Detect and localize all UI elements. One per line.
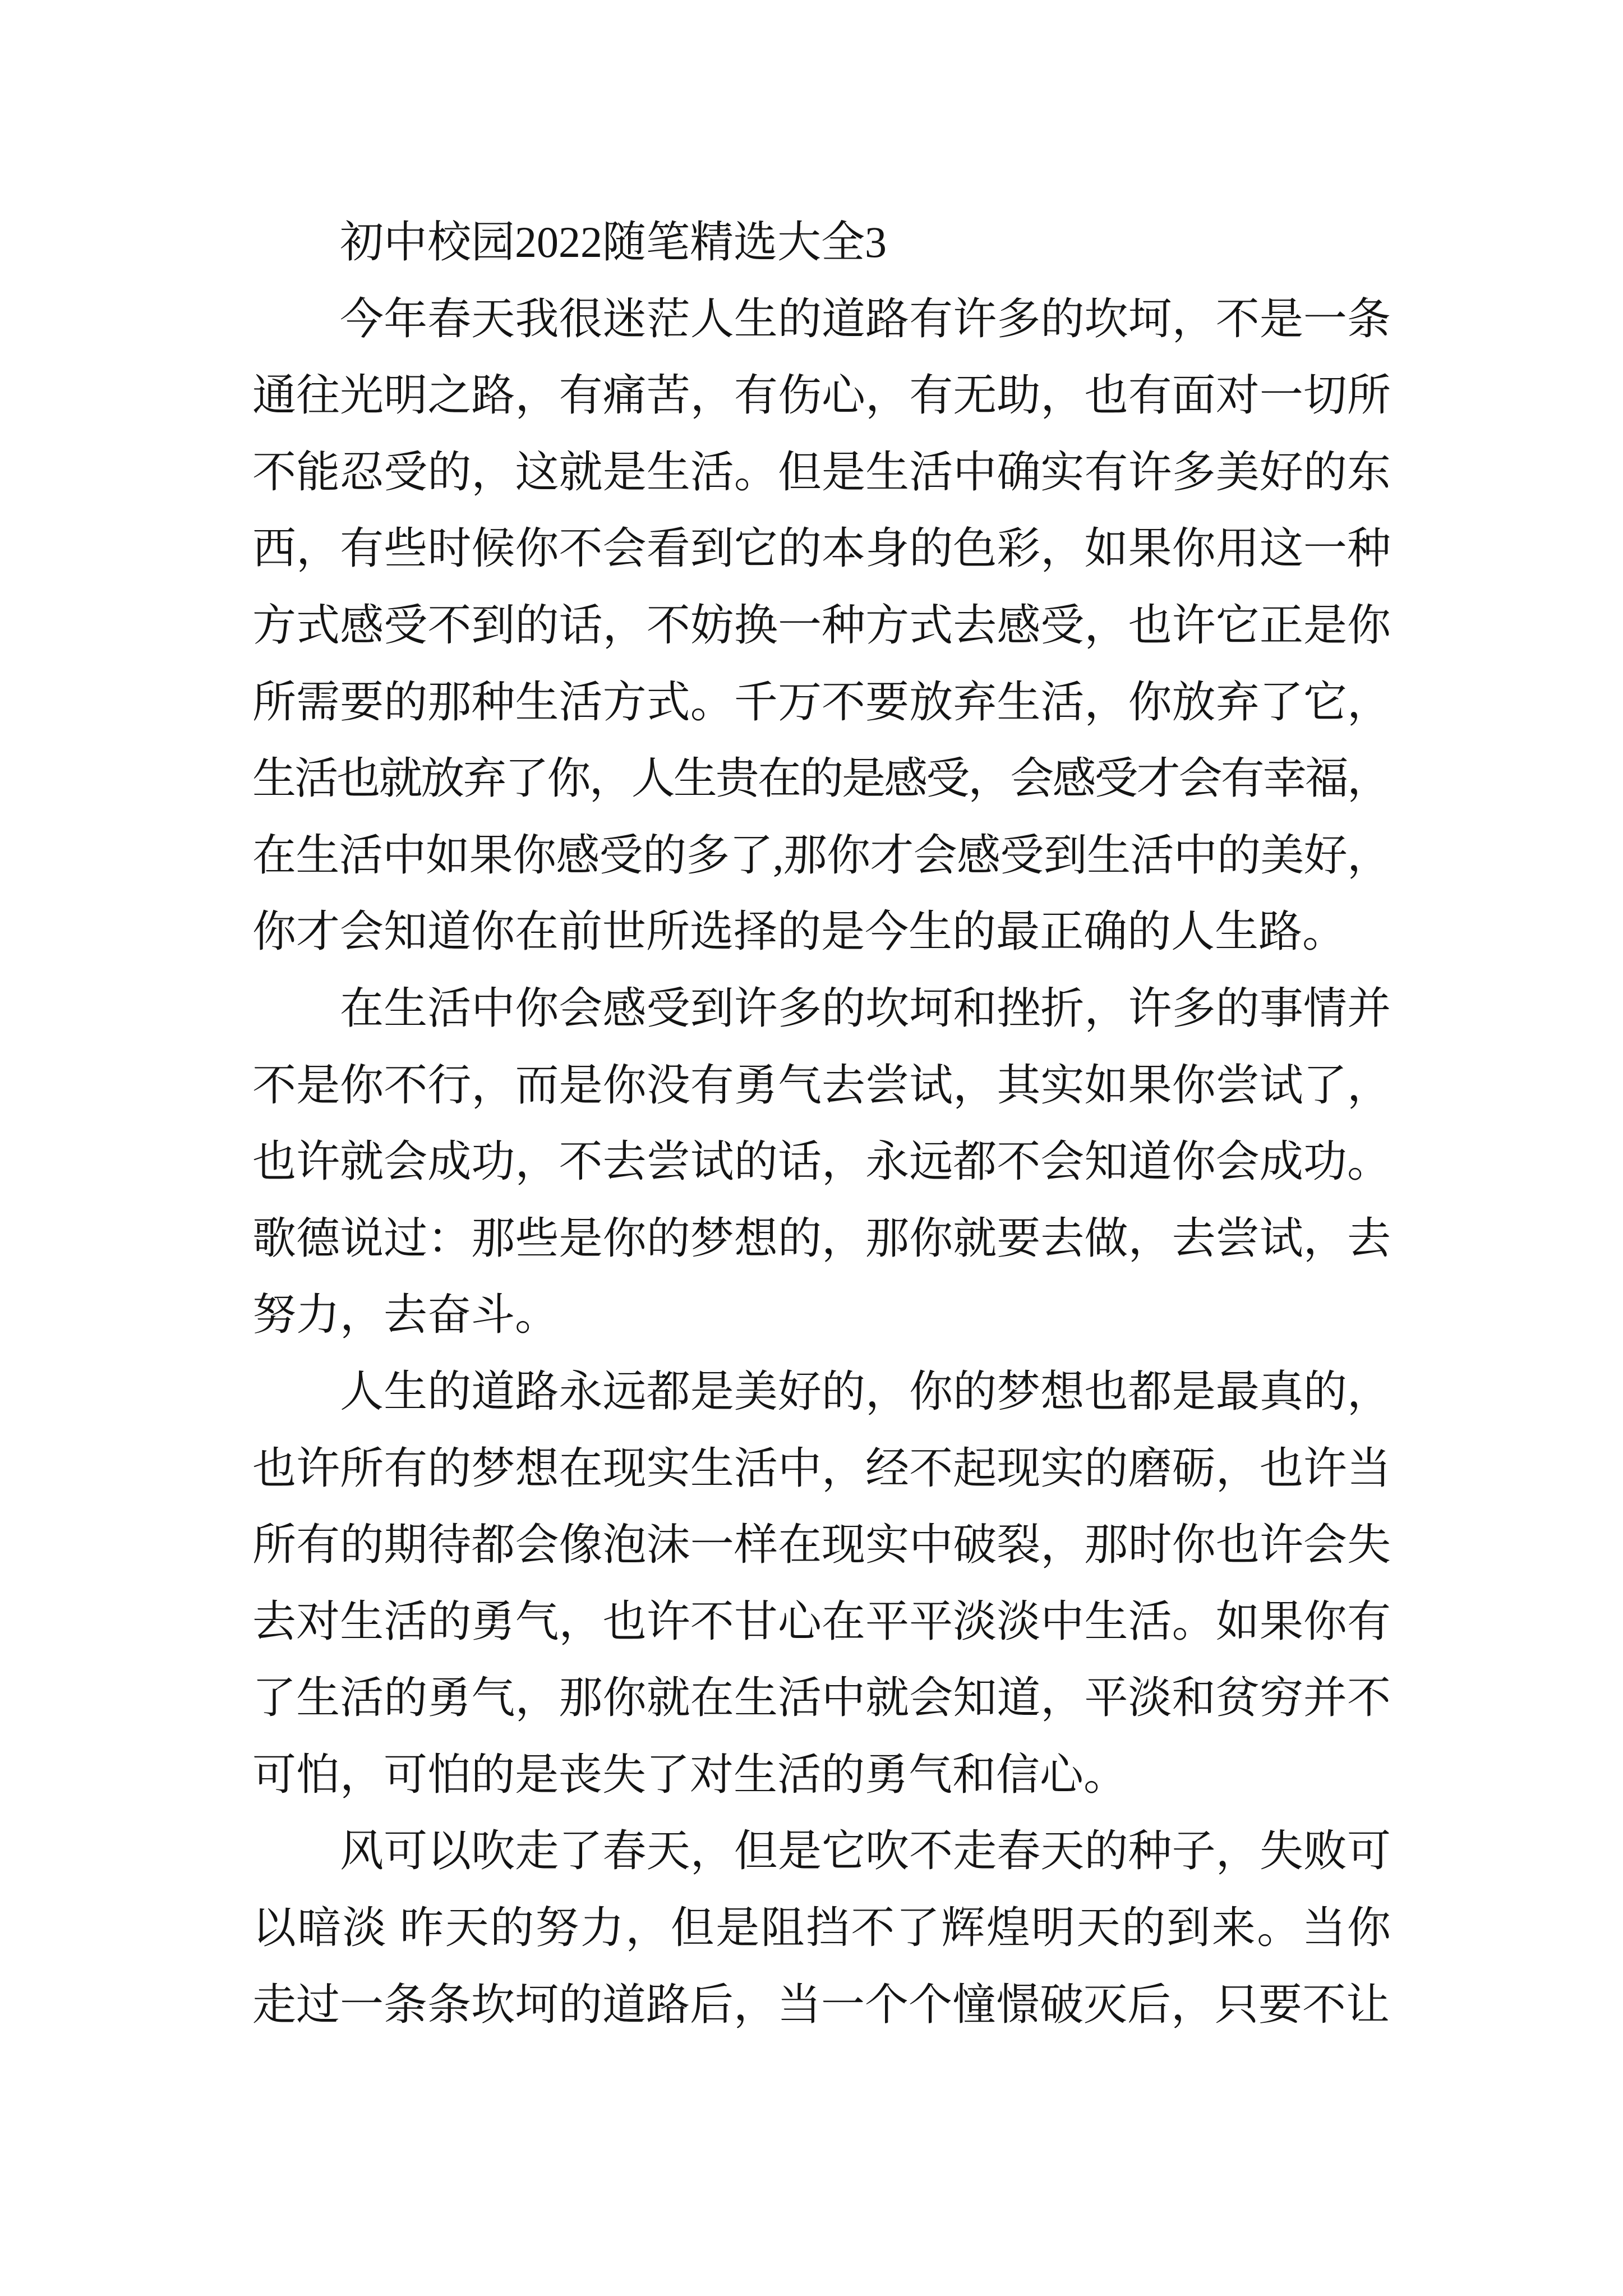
- text-line: 不能忍受的，这就是生活。但是生活中确实有许多美好的东: [252, 447, 1391, 496]
- paragraph-list: [252, 281, 1391, 2044]
- text-line: 西，有些时候你不会看到它的本身的色彩，如果你用这一种: [252, 524, 1391, 573]
- text-line: 通往光明之路，有痛苦，有伤心，有无助，也有面对一切所: [252, 371, 1391, 420]
- text-line: 以暗淡 昨天的努力，但是阻挡不了辉煌明天的到来。当你: [252, 1903, 1393, 1953]
- text-line: 风可以吹走了春天，但是它吹不走春天的种子，失败可: [340, 1826, 1391, 1876]
- text-line: 努力，去奋斗。: [252, 1290, 559, 1340]
- text-line: 生活也就放弃了你，人生贵在的是感受，会感受才会有幸福，: [252, 754, 1390, 803]
- text-line: 方式感受不到的话，不妨换一种方式去感受，也许它正是你: [252, 600, 1391, 650]
- text-line: 在生活中你会感受到许多的坎坷和挫折，许多的事情并: [340, 983, 1391, 1033]
- text-line: 不是你不行，而是你没有勇气去尝试，其实如果你尝试了，: [252, 1060, 1391, 1110]
- text-line: 也许所有的梦想在现实生活中，经不起现实的磨砺，也许当: [252, 1443, 1391, 1493]
- paragraph: [252, 970, 1391, 1354]
- text-line: 今年春天我很迷茫人生的道路有许多的坎坷，不是一条: [340, 294, 1391, 343]
- page-title: 初中校园2022随笔精选大全3: [340, 218, 887, 266]
- paragraph: [252, 1354, 1391, 1814]
- text-line: 你才会知道你在前世所选择的是今生的最正确的人生路。: [252, 907, 1347, 956]
- text-line: 也许就会成功，不去尝试的话，永远都不会知道你会成功。: [252, 1137, 1391, 1186]
- text-line: 歌德说过：那些是你的梦想的，那你就要去做，去尝试，去: [252, 1213, 1391, 1263]
- text-line: 所需要的那种生活方式。千万不要放弃生活，你放弃了它，: [252, 677, 1391, 726]
- document-body: [252, 204, 1391, 2043]
- text-line: 所有的期待都会像泡沫一样在现实中破裂，那时你也许会失: [252, 1520, 1391, 1570]
- text-line: 了生活的勇气，那你就在生活中就会知道，平淡和贫穷并不: [252, 1673, 1391, 1723]
- paragraph: [252, 1813, 1391, 2043]
- text-line: 走过一条条坎坷的道路后，当一个个憧憬破灭后，只要不让: [252, 1980, 1390, 2029]
- text-line: 在生活中如果你感受的多了,那你才会感受到生活中的美好，: [252, 830, 1391, 880]
- paragraph: [252, 281, 1391, 970]
- text-line: 去对生活的勇气，也许不甘心在平平淡淡中生活。如果你有: [252, 1596, 1391, 1646]
- text-line: 可怕，可怕的是丧失了对生活的勇气和信心。: [252, 1750, 1128, 1799]
- text-line: 人生的道路永远都是美好的，你的梦想也都是最真的，: [340, 1366, 1391, 1416]
